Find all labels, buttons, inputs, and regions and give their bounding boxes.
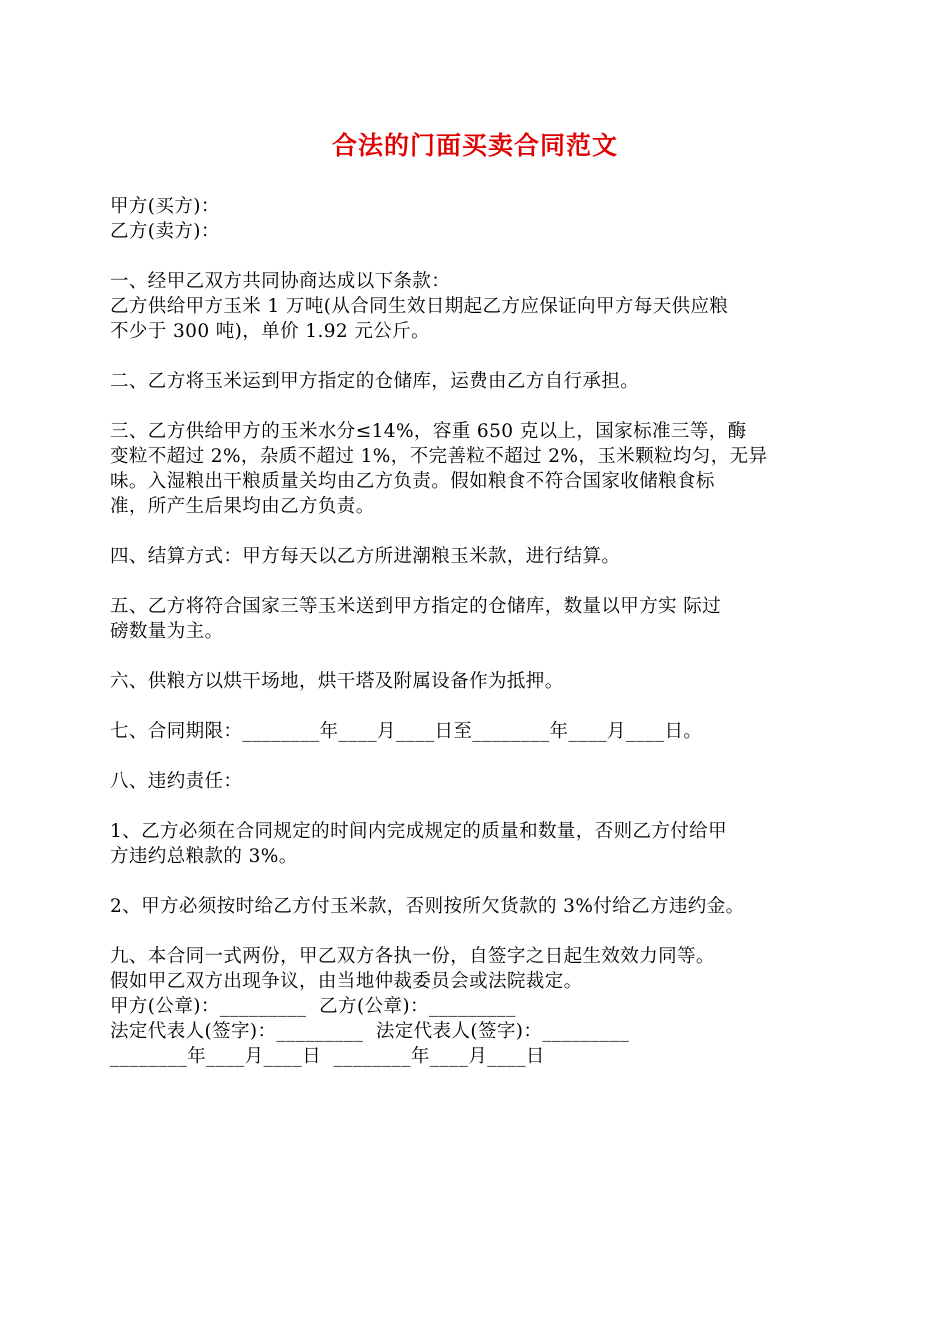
spacer	[110, 694, 842, 719]
clause-6: 六、供粮方以烘干场地，烘干塔及附属设备作为抵押。	[110, 671, 564, 692]
clause-3-line: 变粒不超过 2%，杂质不超过 1%，不完善粒不超过 2%，玉米颗粒均匀，无异	[110, 446, 768, 467]
clause-9-line: 假如甲乙双方出现争议，由当地仲裁委员会或法院裁定。	[110, 971, 583, 992]
clause-5-line: 五、乙方将符合国家三等玉米送到甲方指定的仓储库，数量以甲方实 际过	[110, 596, 722, 617]
clause-9-line: 九、本合同一式两份，甲乙双方各执一份，自签字之日起生效效力同等。	[110, 946, 715, 967]
clause-8-item-1-line: 方违约总粮款的 3%。	[110, 846, 298, 867]
spacer	[110, 569, 842, 594]
spacer	[110, 869, 842, 894]
clause-8-item-2: 2、甲方必须按时给乙方付玉米款，否则按所欠货款的 3%付给乙方违约金。	[110, 896, 745, 917]
signature-date-row: ________年____月____日 ________年____月____日	[110, 1046, 545, 1067]
clause-8-heading: 八、违约责任：	[110, 771, 243, 792]
clause-2: 二、乙方将玉米运到甲方指定的仓储库，运费由乙方自行承担。	[110, 371, 640, 392]
clause-5-line: 磅数量为主。	[110, 621, 224, 642]
spacer	[110, 919, 842, 944]
party-buyer: 甲方(买方)：	[110, 196, 220, 217]
document-body	[110, 194, 842, 1069]
document-title: 合法的门面买卖合同范文	[331, 131, 618, 160]
clause-1-heading: 一、经甲乙双方共同协商达成以下条款：	[110, 271, 451, 292]
clause-1-line: 乙方供给甲方玉米 1 万吨(从合同生效日期起乙方应保证向甲方每天供应粮	[110, 296, 729, 317]
spacer	[110, 794, 842, 819]
spacer	[110, 394, 842, 419]
party-seller: 乙方(卖方)：	[110, 221, 220, 242]
spacer	[110, 344, 842, 369]
signature-representative-row: 法定代表人(签字)：_________ 法定代表人(签字)：_________	[110, 1021, 630, 1042]
spacer	[110, 644, 842, 669]
clause-3-line: 三、乙方供给甲方的玉米水分≤14%，容重 650 克以上，国家标准三等，酶	[110, 421, 747, 442]
signature-seal-row: 甲方(公章)：_________ 乙方(公章)：_________	[110, 996, 516, 1017]
clause-4: 四、结算方式：甲方每天以乙方所进潮粮玉米款，进行结算。	[110, 546, 621, 567]
spacer	[110, 744, 842, 769]
clause-7: 七、合同期限：________年____月____日至________年____月____日。	[110, 721, 703, 742]
clause-8-item-1-line: 1、乙方必须在合同规定的时间内完成规定的质量和数量，否则乙方付给甲	[110, 821, 727, 842]
spacer	[110, 519, 842, 544]
spacer	[110, 244, 842, 269]
clause-3-line: 准，所产生后果均由乙方负责。	[110, 496, 375, 517]
clause-1-line: 不少于 300 吨)，单价 1.92 元公斤。	[110, 321, 430, 342]
clause-3-line: 味。入湿粮出干粮质量关均由乙方负责。假如粮食不符合国家收储粮食标	[110, 471, 715, 492]
